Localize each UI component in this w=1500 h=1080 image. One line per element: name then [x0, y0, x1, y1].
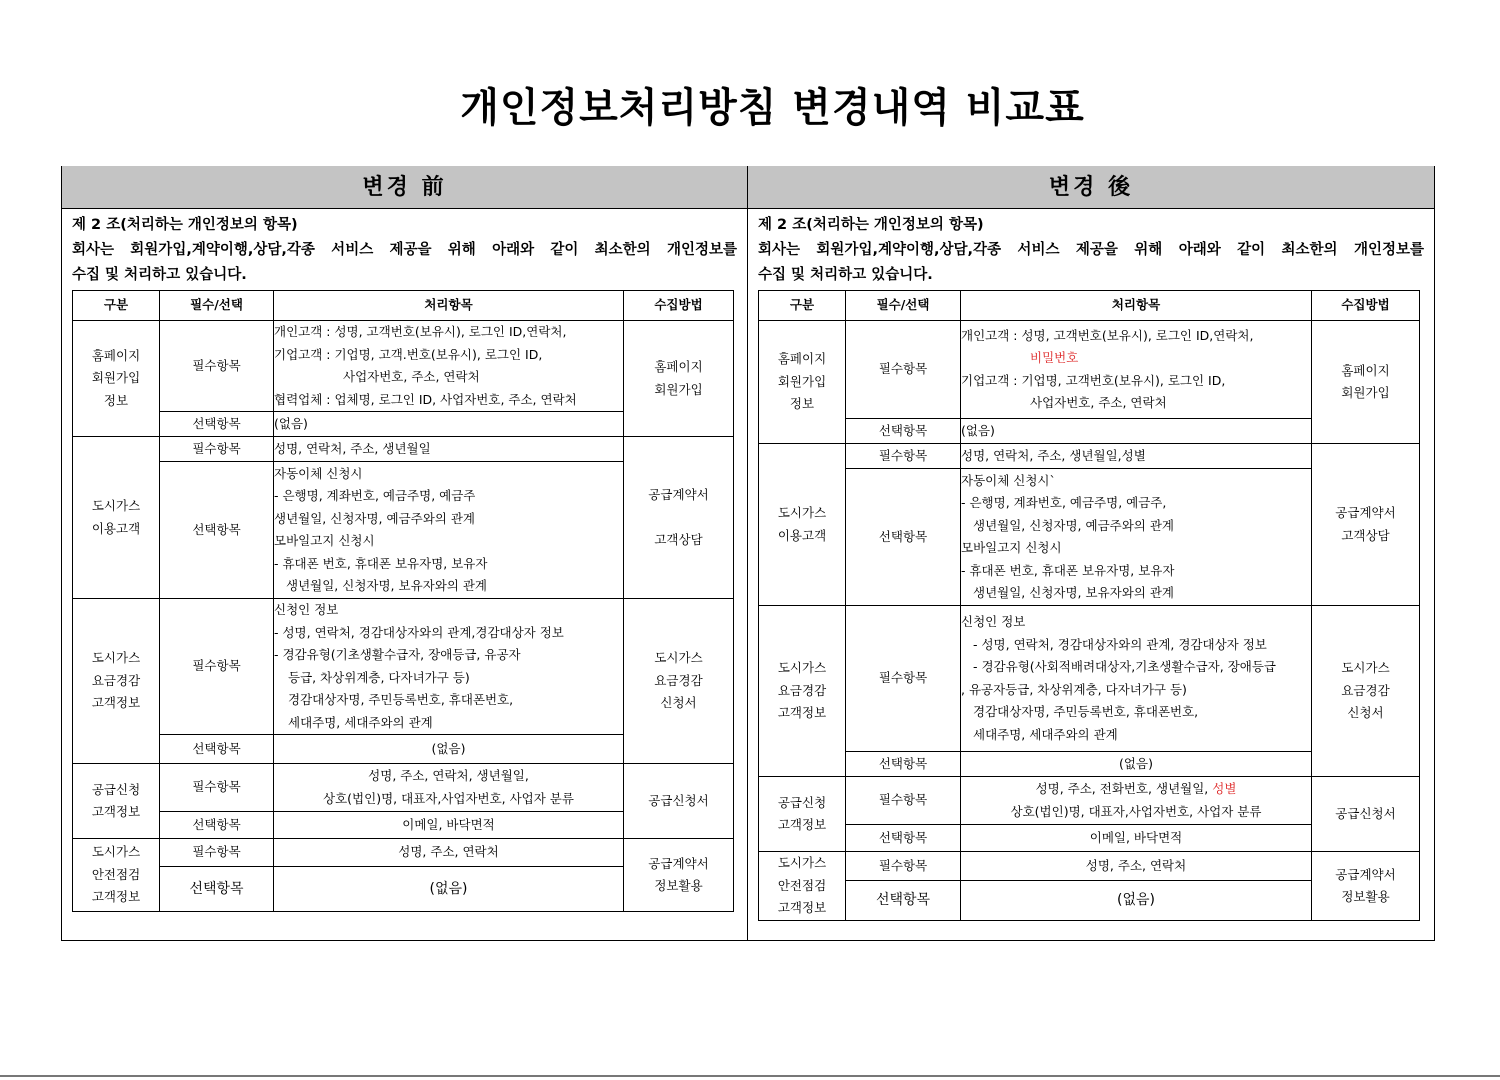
optional-label: 선택항목: [160, 812, 274, 839]
required-items: 신청인 정보 - 성명, 연락처, 경감대상자와의 관계, 경감대상자 정보 - 경감유형(사회적배려대상자,기초생활수급자, 장애등급 , 유공자등급, 차상위계층, 다자녀가구 등) 경감대상자명, 주민등록번호, 휴대폰번호, 세대주명, 세대주와의 관계: [961, 606, 1312, 752]
category-cell: 홈페이지 회원가입 정보: [73, 321, 160, 437]
category-cell: 도시가스 안전점검 고객정보: [73, 839, 160, 912]
added-field-gender: 성별: [1212, 781, 1237, 796]
category-cell: 공급신청 고객정보: [73, 764, 160, 839]
required-label: 필수항목: [160, 764, 274, 812]
before-table: [72, 290, 734, 912]
optional-items: (없음): [961, 752, 1312, 777]
category-cell: 홈페이지 회원가입 정보: [759, 321, 846, 444]
table-row: [759, 321, 1420, 419]
before-intro-line1: 회사는 회원가입,계약이행,상담,각종 서비스 제공을 위해 아래와 같이 최소한의 개인정보를: [72, 242, 737, 258]
table-row: [759, 852, 1420, 881]
table-row: [73, 839, 734, 867]
optional-label: 선택항목: [160, 412, 274, 437]
required-items: 성명, 연락처, 주소, 생년월일,성별: [961, 444, 1312, 469]
after-article-title: 제 2 조(처리하는 개인정보의 항목): [758, 217, 984, 233]
optional-label: 선택항목: [160, 735, 274, 764]
category-cell: 도시가스 안전점검 고객정보: [759, 852, 846, 921]
required-items: 성명, 연락처, 주소, 생년월일: [274, 437, 624, 462]
col-header-category: 구분: [759, 291, 846, 321]
optional-label: 선택항목: [846, 752, 961, 777]
required-label: 필수항목: [846, 606, 961, 752]
method-cell: 공급계약서 고객상담: [624, 437, 734, 599]
category-cell: 도시가스 이용고객: [73, 437, 160, 599]
col-header-method: 수집방법: [624, 291, 734, 321]
added-field-password: 비밀번호: [1030, 350, 1079, 365]
optional-items: 이메일, 바닥면적: [961, 825, 1312, 852]
after-intro-line2: 수집 및 처리하고 있습니다.: [758, 267, 933, 283]
optional-items: 자동이체 신청시` - 은행명, 계좌번호, 예금주명, 예금주, 생년월일, 신청자명, 예금주와의 관계 모바일고지 신청시 - 휴대폰 번호, 휴대폰 보유자명, 보유자 생년월일, 신청자명, 보유자와의 관계: [961, 469, 1312, 606]
optional-items: (없음): [274, 412, 624, 437]
after-intro: [758, 213, 1424, 288]
category-cell: 공급신청 고객정보: [759, 777, 846, 852]
optional-label: 선택항목: [846, 825, 961, 852]
required-items: 신청인 정보 - 성명, 연락처, 경감대상자와의 관계,경감대상자 정보 - 경감유형(기초생활수급자, 장애등급, 유공자 등급, 차상위계층, 다자녀가구 등) 경감대상자명, 주민등록번호, 휴대폰번호, 세대주명, 세대주와의 관계: [274, 599, 624, 735]
optional-items: (없음): [274, 735, 624, 764]
required-items: 성명, 주소, 연락처: [274, 839, 624, 867]
required-items: 개인고객 : 성명, 고객번호(보유시), 로그인 ID,연락처, 비밀번호 기업고객 : 기업명, 고객번호(보유시), 로그인 ID, 사업자번호, 주소, 연락처: [961, 321, 1312, 419]
table-header-row: [73, 291, 734, 321]
table-row: [73, 764, 734, 812]
required-label: 필수항목: [160, 599, 274, 735]
method-cell: 도시가스 요금경감 신청서: [1312, 606, 1420, 777]
required-items: 성명, 주소, 전화번호, 생년월일, 성별 상호(법인)명, 대표자,사업자번호, 사업자 분류: [961, 777, 1312, 825]
table-row: [73, 599, 734, 735]
col-header-method: 수집방법: [1312, 291, 1420, 321]
before-column: [62, 166, 747, 912]
optional-label: 선택항목: [160, 867, 274, 912]
method-cell: 공급계약서 정보활용: [1312, 852, 1420, 921]
page-title: 개인정보처리방침 변경내역 비교표: [460, 85, 1085, 131]
required-label: 필수항목: [160, 321, 274, 412]
table-row: [73, 437, 734, 462]
method-cell: 홈페이지 회원가입: [1312, 321, 1420, 444]
table-row: [759, 777, 1420, 825]
required-items: 성명, 주소, 연락처: [961, 852, 1312, 881]
col-header-category: 구분: [73, 291, 160, 321]
category-cell: 도시가스 이용고객: [759, 444, 846, 606]
table-row: [73, 321, 734, 412]
required-label: 필수항목: [846, 444, 961, 469]
before-intro: [72, 213, 737, 288]
table-row: [759, 606, 1420, 752]
optional-label: 선택항목: [846, 419, 961, 444]
method-cell: 홈페이지 회원가입: [624, 321, 734, 437]
required-label: 필수항목: [846, 777, 961, 825]
optional-label: 선택항목: [846, 881, 961, 921]
before-intro-line2: 수집 및 처리하고 있습니다.: [72, 267, 247, 283]
method-cell: 공급계약서 고객상담: [1312, 444, 1420, 606]
col-header-required: 필수/선택: [160, 291, 274, 321]
optional-items: 자동이체 신청시 - 은행명, 계좌번호, 예금주명, 예금주 생년월일, 신청자명, 예금주와의 관계 모바일고지 신청시 - 휴대폰 번호, 휴대폰 보유자명, 보유자 생년월일, 신청자명, 보유자와의 관계: [274, 462, 624, 599]
required-items: 성명, 주소, 연락처, 생년월일, 상호(법인)명, 대표자,사업자번호, 사업자 분류: [274, 764, 624, 812]
optional-label: 선택항목: [160, 462, 274, 599]
col-header-required: 필수/선택: [846, 291, 961, 321]
required-label: 필수항목: [846, 852, 961, 881]
required-label: 필수항목: [160, 437, 274, 462]
after-intro-line1: 회사는 회원가입,계약이행,상담,각종 서비스 제공을 위해 아래와 같이 최소한의 개인정보를: [758, 242, 1424, 258]
after-header: 변경 後: [748, 166, 1434, 209]
method-cell: 공급계약서 정보활용: [624, 839, 734, 912]
method-cell: 공급신청서: [1312, 777, 1420, 852]
page-bottom-rule: [0, 1075, 1500, 1077]
required-label: 필수항목: [846, 321, 961, 419]
before-article-title: 제 2 조(처리하는 개인정보의 항목): [72, 217, 298, 233]
col-header-items: 처리항목: [274, 291, 624, 321]
after-column: [748, 166, 1434, 921]
table-row: [759, 444, 1420, 469]
method-cell: 도시가스 요금경감 신청서: [624, 599, 734, 764]
before-header: 변경 前: [62, 166, 747, 209]
required-label: 필수항목: [160, 839, 274, 867]
method-cell: 공급신청서: [624, 764, 734, 839]
required-items: 개인고객 : 성명, 고객번호(보유시), 로그인 ID,연락처, 기업고객 : 기업명, 고객.번호(보유시), 로그인 ID, 사업자번호, 주소, 연락처 협력업체 : 업체명, 로그인 ID, 사업자번호, 주소, 연락처: [274, 321, 624, 412]
col-header-items: 처리항목: [961, 291, 1312, 321]
optional-items: (없음): [961, 881, 1312, 921]
category-cell: 도시가스 요금경감 고객정보: [759, 606, 846, 777]
optional-items: 이메일, 바닥면적: [274, 812, 624, 839]
optional-items: (없음): [961, 419, 1312, 444]
table-header-row: [759, 291, 1420, 321]
category-cell: 도시가스 요금경감 고객정보: [73, 599, 160, 764]
after-table: [758, 290, 1420, 921]
optional-label: 선택항목: [846, 469, 961, 606]
optional-items: (없음): [274, 867, 624, 912]
